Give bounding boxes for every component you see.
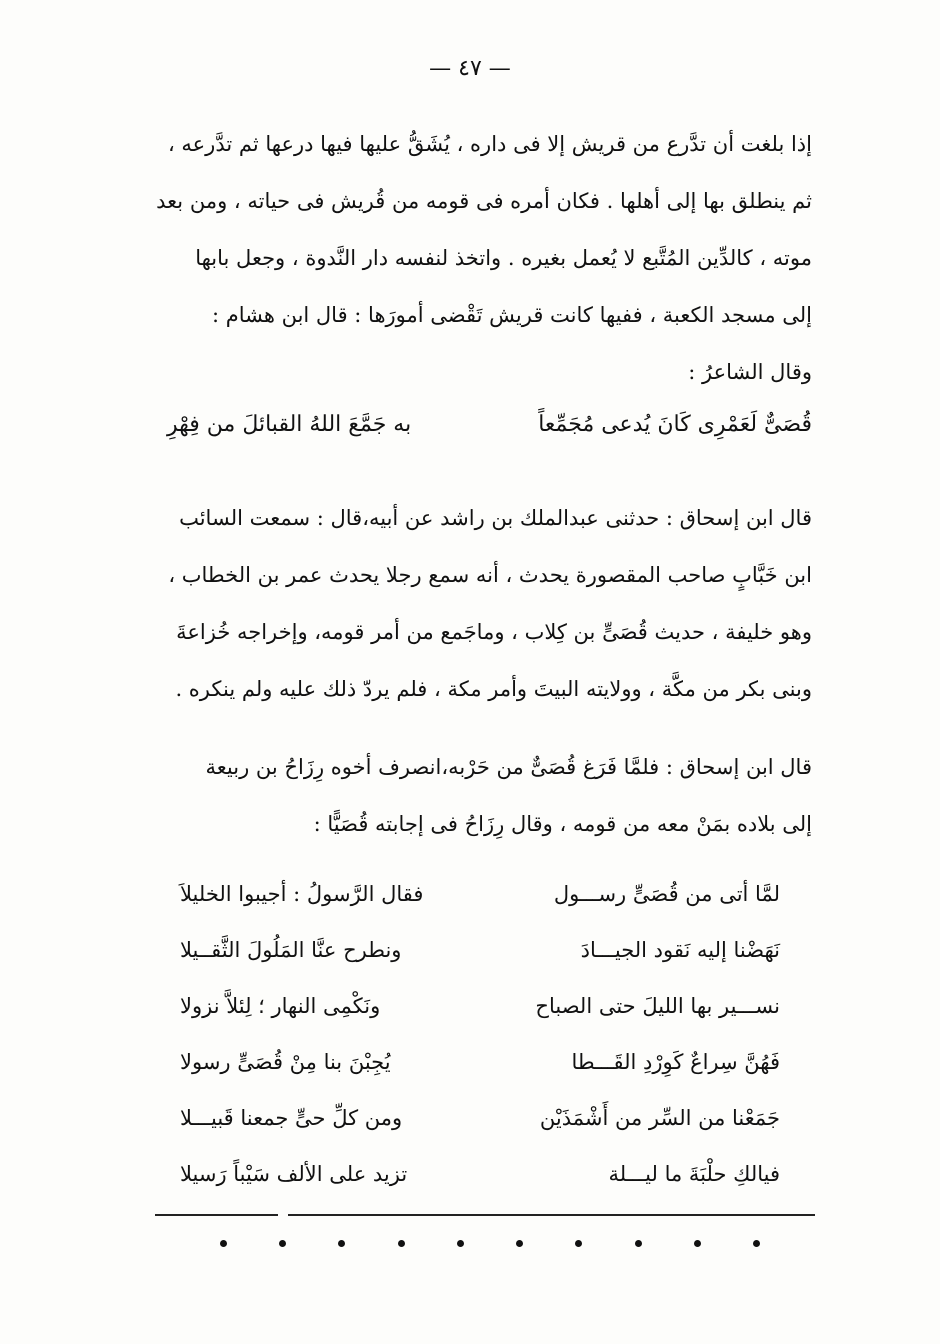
text-line: وقال الشاعرُ : [688,360,812,384]
dot-ornament [220,1240,227,1247]
paragraph-3 [167,739,812,853]
poem-couplet [180,1146,780,1202]
first-hemistich: نســـير بها الليلَ حتى الصباح [535,994,780,1018]
paragraph-2 [167,490,812,718]
second-hemistich: ونَكْمِى النهار ؛ لِئلاَّ نزولا [180,994,381,1018]
second-hemistich: يُجِبْنَ بنا مِنْ قُصَىٍّ رسولا [180,1050,391,1074]
paragraph-1 [156,116,812,401]
second-hemistich: فقال الرَّسولُ : أجيبوا الخليلاَ [180,882,424,906]
page-number: — ٤٧ — [429,56,511,81]
footer-dots [220,1240,760,1247]
second-hemistich: ومن كلِّ حىٍّ جمعنا قَبيـــلا [180,1106,403,1130]
poem-couplet [180,1090,780,1146]
text-line: إلى مسجد الكعبة ، ففيها كانت قريش تَقْضى أمورَها : قال ابن هشام : [211,303,812,327]
first-hemistich: فَهُنَّ سِراعٌ كَوِرْدِ القَـــطا [571,1050,780,1074]
text-line: إلى بلاده بمَنْ معه من قومه ، وقال رِزَاحُ فى إجابته قُصَيًّا : [313,812,812,836]
text-line: ثم ينطلق بها إلى أهلها . فكان أمره فى قومه من قُريش فى حياته ، ومن بعد [156,189,812,213]
first-hemistich: لمَّا أتى من قُصَىٍّ رســـول [553,882,780,906]
poem-couplet [180,978,780,1034]
text-line: ابن خَبَّابٍ صاحب المقصورة يحدث ، أنه سمع رجلا يحدث عمر بن الخطاب ، [168,563,812,587]
text-line: وهو خليفة ، حديث قُصَىٍّ بن كِلاب ، وماجَمع من أمر قومه، وإخراجه خُزاعةَ [176,620,812,644]
first-hemistich: جَمَعْنا من السِّر من أَشْمَذَيْن [539,1106,780,1130]
text-line: وبنى بكر من مكَّة ، وولايته البيتَ وأمر مكة ، فلم يردّ ذلك عليه ولم ينكره . [175,677,812,701]
text-line: قال ابن إسحاق : حدثنى عبدالملك بن راشد عن أبيه،قال : سمعت السائب [179,506,812,530]
dot-ornament [635,1240,642,1247]
text-line: إذا بلغت أن تدَّرع من قريش إلا فى داره ، يُشَقُّ عليها فيها درعها ثم تدَّرعه ، [167,132,812,156]
second-hemistich: تزيد على الألف سَيْباً رَسيلا [180,1162,408,1186]
text-line: قال ابن إسحاق : فلمَّا فَرَغ قُصَىٌّ من حَرْبه،انصرف أخوه رِزَاحُ بن ربيعة [205,755,812,779]
text-line: موته ، كالدِّين المُتَّبع لا يُعمل بغيره . واتخذ لنفسه دار النَّدوة ، وجعل بابها [195,246,812,270]
poem-couplet [180,922,780,978]
footer-rule-long [288,1214,815,1216]
footer-rule-short [155,1214,278,1216]
dot-ornament [398,1240,405,1247]
single-verse [167,412,812,437]
poem [180,866,780,1202]
dot-ornament [516,1240,523,1247]
dot-ornament [338,1240,345,1247]
first-hemistich: نَهَضْنا إليه نَقود الجيـــادَ [580,938,780,962]
first-hemistich: فيالكِ حلْبَةَ ما ليـــلة [608,1162,780,1186]
verse-second-hemistich: به جَمَّعَ اللهُ القبائلَ من فِهْرِ [167,412,412,437]
dot-ornament [279,1240,286,1247]
dot-ornament [753,1240,760,1247]
dot-ornament [575,1240,582,1247]
second-hemistich: ونطرح عنَّا المَلُولَ الثَّقــيلا [180,938,402,962]
dot-ornament [694,1240,701,1247]
verse-first-hemistich: قُصَىٌّ لَعَمْرِى كَانَ يُدعى مُجَمِّعاً [538,412,812,437]
poem-couplet [180,866,780,922]
poem-couplet [180,1034,780,1090]
dot-ornament [457,1240,464,1247]
